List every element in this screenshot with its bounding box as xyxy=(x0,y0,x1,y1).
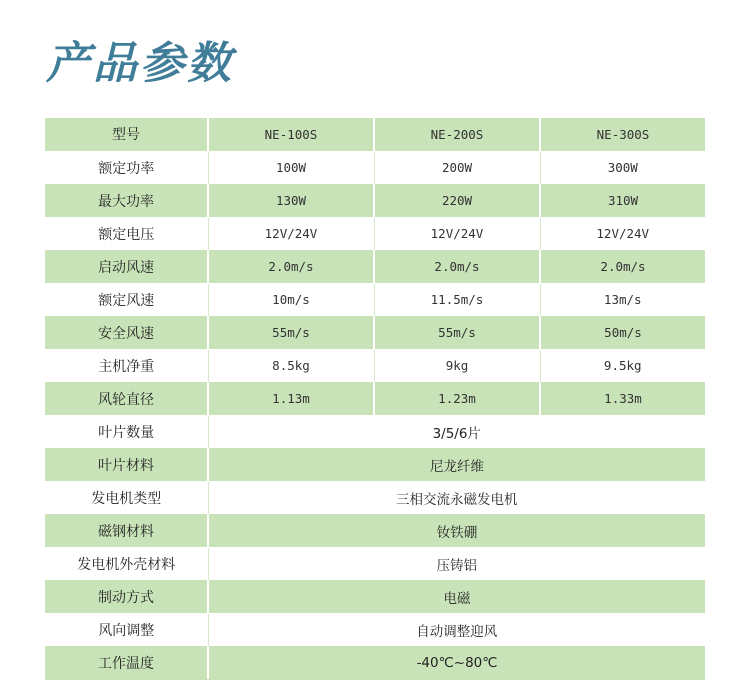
shared-value: 3/5/6片 xyxy=(208,415,705,448)
table-row-shared xyxy=(45,613,705,646)
row-label: 安全风速 xyxy=(45,316,208,349)
cell-value: 8.5kg xyxy=(208,349,374,382)
cell-value: 11.5m/s xyxy=(374,283,540,316)
cell-value: 220W xyxy=(374,184,540,217)
cell-value: 130W xyxy=(208,184,374,217)
cell-value: 9kg xyxy=(374,349,540,382)
cell-value: 12V/24V xyxy=(540,217,705,250)
cell-value: 1.13m xyxy=(208,382,374,415)
row-label: 发电机类型 xyxy=(45,481,208,514)
shared-value: 自动调整迎风 xyxy=(208,613,705,646)
cell-value: 12V/24V xyxy=(374,217,540,250)
row-label: 工作温度 xyxy=(45,646,208,679)
row-label: 额定功率 xyxy=(45,151,208,184)
row-label: 风轮直径 xyxy=(45,382,208,415)
table-bottom-rule xyxy=(45,679,705,680)
shared-value: -40℃~80℃ xyxy=(208,646,705,679)
table-header-row xyxy=(45,118,705,151)
cell-value: 100W xyxy=(208,151,374,184)
shared-value: 电磁 xyxy=(208,580,705,613)
shared-value: 尼龙纤维 xyxy=(208,448,705,481)
row-label: 主机净重 xyxy=(45,349,208,382)
table-row-shared xyxy=(45,514,705,547)
page-title: 产品参数 xyxy=(46,38,234,89)
row-label: 额定电压 xyxy=(45,217,208,250)
table-row-shared xyxy=(45,547,705,580)
row-label: 启动风速 xyxy=(45,250,208,283)
shared-value: 三相交流永磁发电机 xyxy=(208,481,705,514)
row-label: 叶片数量 xyxy=(45,415,208,448)
table-row-shared xyxy=(45,481,705,514)
cell-value: 2.0m/s xyxy=(540,250,705,283)
row-label: 发电机外壳材料 xyxy=(45,547,208,580)
table-row xyxy=(45,250,705,283)
row-label: 磁钢材料 xyxy=(45,514,208,547)
table-row xyxy=(45,151,705,184)
table-row-shared xyxy=(45,448,705,481)
model-name: NE-100S xyxy=(208,118,374,151)
cell-value: 200W xyxy=(374,151,540,184)
cell-value: 2.0m/s xyxy=(208,250,374,283)
cell-value: 2.0m/s xyxy=(374,250,540,283)
table-row-shared xyxy=(45,580,705,613)
row-label: 最大功率 xyxy=(45,184,208,217)
cell-value: 1.33m xyxy=(540,382,705,415)
cell-value: 10m/s xyxy=(208,283,374,316)
table-row-shared xyxy=(45,646,705,679)
cell-value: 300W xyxy=(540,151,705,184)
cell-value: 55m/s xyxy=(208,316,374,349)
table-row xyxy=(45,184,705,217)
cell-value: 55m/s xyxy=(374,316,540,349)
table-row xyxy=(45,382,705,415)
cell-value: 310W xyxy=(540,184,705,217)
table-row xyxy=(45,316,705,349)
table-row-shared xyxy=(45,415,705,448)
model-name: NE-200S xyxy=(374,118,540,151)
cell-value: 13m/s xyxy=(540,283,705,316)
row-label: 制动方式 xyxy=(45,580,208,613)
cell-value: 9.5kg xyxy=(540,349,705,382)
table-row xyxy=(45,349,705,382)
cell-value: 50m/s xyxy=(540,316,705,349)
cell-value: 12V/24V xyxy=(208,217,374,250)
shared-value: 压铸铝 xyxy=(208,547,705,580)
row-label: 风向调整 xyxy=(45,613,208,646)
header-label: 型号 xyxy=(45,118,208,151)
table-row xyxy=(45,217,705,250)
row-label: 额定风速 xyxy=(45,283,208,316)
cell-value: 1.23m xyxy=(374,382,540,415)
shared-value: 钕铁硼 xyxy=(208,514,705,547)
model-name: NE-300S xyxy=(540,118,705,151)
row-label: 叶片材料 xyxy=(45,448,208,481)
table-row xyxy=(45,283,705,316)
product-params-table xyxy=(45,118,705,680)
